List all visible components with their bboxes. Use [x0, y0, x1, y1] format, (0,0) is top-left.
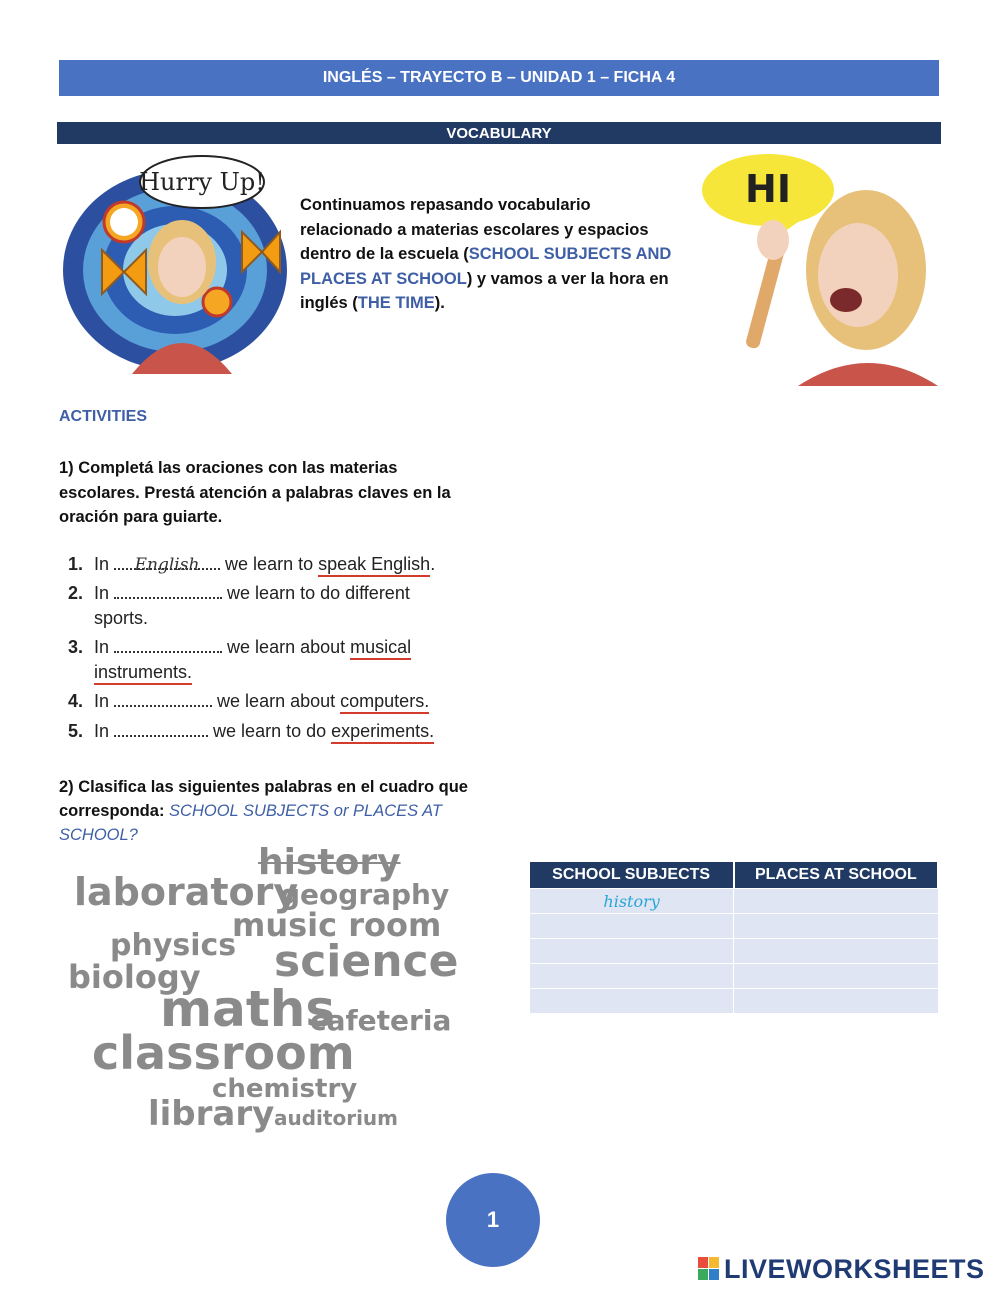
activities-title-text: ACTIVITIES: [59, 408, 148, 425]
exercise-number: 5.: [68, 721, 84, 741]
exercise-number: 3.: [68, 637, 84, 657]
table-cell[interactable]: [734, 989, 938, 1014]
intro-highlight-subjects: SCHOOL SUBJECTS AND PLACES AT SCHOOL: [300, 245, 672, 288]
vocabulary-section-bar: VOCABULARY: [57, 122, 941, 144]
table-cell[interactable]: [734, 914, 938, 939]
exercise-number: 2.: [68, 583, 84, 603]
word-cafeteria[interactable]: cafeteria: [310, 1004, 452, 1037]
keyword-underlined: computers.: [340, 691, 429, 714]
intro-text-1: Continuamos repasando vocabulario relacionado a materias escolares y espacios dentro de la escuela (: [300, 196, 649, 263]
word-library[interactable]: library: [148, 1094, 275, 1134]
exercise-3: [68, 635, 448, 685]
exercise-middle: we learn to: [225, 554, 314, 574]
intro-text-3: ).: [434, 294, 445, 312]
word-science[interactable]: science: [274, 936, 459, 987]
question-2-text: 2) Clasifica las siguientes palabras en el cuadro que corresponda:: [59, 778, 468, 820]
liveworksheets-logo: [698, 1254, 985, 1285]
activities-title: [59, 408, 147, 426]
word-auditorium[interactable]: auditorium: [274, 1106, 399, 1130]
question-1: 1) Completá las oraciones con las materias escolares. Prestá atención a palabras claves en la oración para guiarte.: [59, 459, 451, 526]
answer-blank-2[interactable]: [114, 581, 222, 599]
exercise-end: .: [430, 554, 436, 574]
table-cell[interactable]: [530, 914, 734, 939]
table-cell[interactable]: [530, 964, 734, 989]
keyword-underlined: musical: [350, 637, 411, 660]
word-physics[interactable]: physics: [110, 928, 237, 963]
logo-text: LIVEWORKSHEETS: [724, 1254, 985, 1284]
exercise-prefix: In: [94, 637, 110, 657]
exercise-4: [68, 689, 448, 714]
liveworksheets-logo-icon: [698, 1257, 720, 1281]
table-row: [530, 939, 939, 964]
word-classroom[interactable]: classroom: [92, 1026, 355, 1080]
exercise-5: [68, 719, 448, 744]
exercise-prefix: In: [94, 554, 110, 574]
answer-blank-4[interactable]: [114, 689, 212, 707]
exercise-prefix: In: [94, 721, 110, 741]
table-row: [530, 889, 939, 914]
word-music-room[interactable]: music room: [232, 906, 442, 944]
exercise-prefix: In: [94, 691, 110, 711]
header-school-subjects: SCHOOL SUBJECTS: [530, 862, 734, 889]
exercise-2: [68, 581, 428, 631]
intro-paragraph: [300, 193, 680, 316]
table-row: [530, 989, 939, 1014]
hurry-up-illustration: [62, 152, 288, 374]
word-biology[interactable]: biology: [68, 958, 201, 996]
table-cell[interactable]: [530, 939, 734, 964]
keyword-underlined-continued: instruments.: [94, 662, 192, 685]
keyword-underlined: experiments.: [331, 721, 434, 744]
word-history[interactable]: history: [258, 842, 401, 883]
exercise-middle: we learn to do different: [227, 583, 410, 603]
table-row: [530, 964, 939, 989]
table-cell[interactable]: [734, 889, 938, 914]
word-cloud: [62, 842, 466, 1142]
exercise-number: 1.: [68, 554, 84, 574]
intro-highlight-time: THE TIME: [357, 294, 435, 312]
header-places-at-school: PLACES AT SCHOOL: [734, 862, 938, 889]
word-maths[interactable]: maths: [160, 980, 336, 1038]
question-2: [59, 775, 479, 847]
table-cell[interactable]: [734, 964, 938, 989]
table-cell[interactable]: [530, 989, 734, 1014]
answer-blank-3[interactable]: [114, 635, 222, 653]
word-laboratory[interactable]: laboratory: [74, 870, 299, 914]
classification-table: [529, 862, 939, 1014]
table-cell[interactable]: [734, 939, 938, 964]
answer-text: English: [134, 555, 200, 575]
hurry-up-text: Hurry Up!: [139, 168, 265, 196]
exercise-middle: we learn about: [217, 691, 336, 711]
word-chemistry[interactable]: chemistry: [212, 1074, 358, 1104]
exercise-prefix: In: [94, 583, 110, 603]
exercise-number: 4.: [68, 691, 84, 711]
worksheet-title-banner: INGLÉS – TRAYECTO B – UNIDAD 1 – FICHA 4: [59, 60, 939, 96]
exercise-end: sports.: [94, 608, 149, 628]
page-number-badge: 1: [446, 1173, 540, 1267]
intro-text-2: ) y vamos a ver la hora en inglés (: [300, 269, 669, 312]
keyword-underlined: speak English: [318, 554, 430, 577]
hi-girl-illustration: [698, 150, 938, 386]
exercise-middle: we learn to do: [213, 721, 327, 741]
word-geography[interactable]: geography: [280, 878, 450, 911]
hi-text: HI: [745, 167, 791, 211]
question-2-hint: SCHOOL SUBJECTS or PLACES AT SCHOOL?: [59, 802, 442, 844]
answer-blank-1[interactable]: [114, 552, 220, 575]
table-cell[interactable]: history: [530, 889, 734, 914]
table-header-row: [530, 862, 939, 889]
table-row: [530, 914, 939, 939]
answer-blank-5[interactable]: [114, 719, 208, 737]
exercise-1: [68, 552, 448, 577]
exercise-middle: we learn about: [227, 637, 346, 657]
